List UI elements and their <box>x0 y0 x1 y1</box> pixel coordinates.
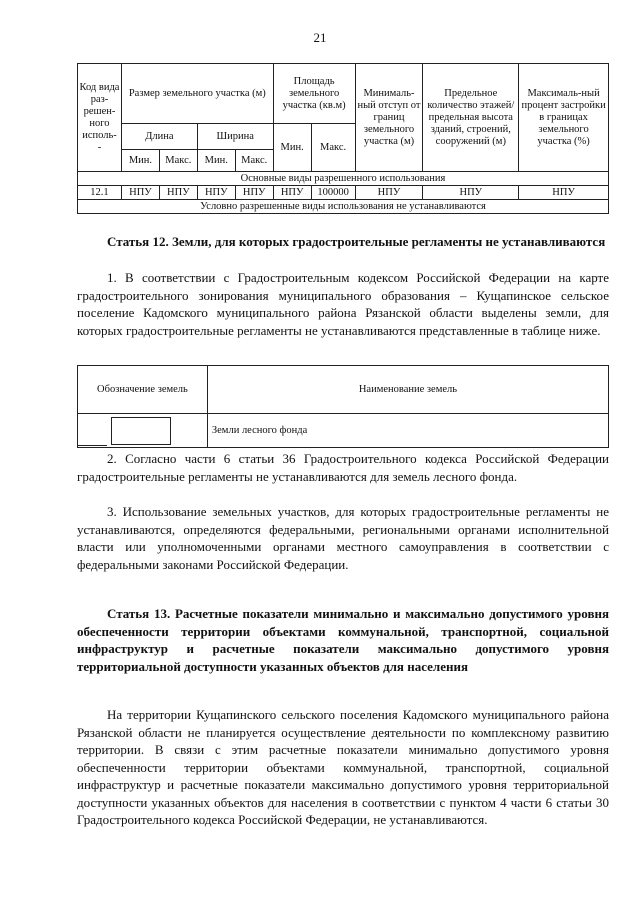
header-width-max: Макс. <box>235 150 273 172</box>
header-size: Размер земельного участка (м) <box>121 64 273 124</box>
header-max-percent: Максималь-ный процент застройки в границах земельного участка (%) <box>519 64 609 172</box>
article-13-heading: Статья 13. Расчетные показатели минимально и максимально допустимого уровня обеспеченности территории объектами коммунальной, транспортной, социальной инфраструктур и расчетные показатели максимально допустимого уровня территориальной доступности указанных объектов для населения <box>77 606 609 674</box>
header-length-max: Макс. <box>159 150 197 172</box>
cell: НПУ <box>235 186 273 200</box>
cell: 100000 <box>311 186 355 200</box>
cell: НПУ <box>423 186 519 200</box>
cell: НПУ <box>355 186 423 200</box>
regulations-table <box>77 63 609 214</box>
header-max-floors: Предельное количество этажей/ предельная высота зданий, строений, сооружений (м) <box>423 64 519 172</box>
lands-header-name: Наименование земель <box>207 366 608 414</box>
header-area-max: Макс. <box>311 124 355 172</box>
forest-land-legend-box <box>111 417 171 445</box>
cell: НПУ <box>519 186 609 200</box>
header-min-offset: Минималь-ный отступ от границ земельного участка (м) <box>355 64 423 172</box>
cell: НПУ <box>273 186 311 200</box>
lands-table <box>77 365 609 448</box>
article-12-paragraph-2: 2. Согласно части 6 статьи 36 Градостроительного кодекса Российской Федерации градостроительные регламенты не устанавливаются для земель лесного фонда. <box>77 451 609 484</box>
lands-header-symbol: Обозначение земель <box>78 366 208 414</box>
header-area: Площадь земельного участка (кв.м) <box>273 64 355 124</box>
section-conditional-uses: Условно разрешенные виды использования не устанавливаются <box>78 200 609 214</box>
article-12-paragraph-3: 3. Использование земельных участков, для которых градостроительные регламенты не устанавливаются, определяются федеральными, региональными органами исполнительной власти или уполномоченными органами местного самоуправления в соответствии с федеральными законами Российской Федерации. <box>77 504 609 572</box>
header-length-min: Мин. <box>121 150 159 172</box>
cell: 12.1 <box>78 186 122 200</box>
header-length: Длина <box>121 124 197 150</box>
cell: НПУ <box>121 186 159 200</box>
forest-land-name: Земли лесного фонда <box>207 414 608 448</box>
forest-land-symbol-cell <box>78 414 208 448</box>
table-row <box>78 414 609 448</box>
header-code: Код вида раз-решен-ного исполь- - <box>78 64 122 172</box>
page-number: 21 <box>313 30 327 45</box>
article-12-heading: Статья 12. Земли, для которых градостроительные регламенты не устанавливаются <box>107 234 606 249</box>
header-area-min: Мин. <box>273 124 311 172</box>
header-width-min: Мин. <box>197 150 235 172</box>
section-main-uses: Основные виды разрешенного использования <box>78 172 609 186</box>
cell: НПУ <box>197 186 235 200</box>
article-13-paragraph-1: На территории Кущапинского сельского поселения Кадомского муниципального района Рязанской области не планируется осуществление деятельности по комплексному развитию территории. В связи с этим расчетные показатели минимально допустимого уровня обеспеченности территории объектами коммунальной, транспортной, социальной инфраструктур и расчетные показатели максимально допустимого уровня территориальной доступности указанных объектов для населения в соответствии с пунктом 4 части 6 статьи 30 Градостроительного кодекса Российской Федерации, не устанавливаются. <box>77 707 609 827</box>
cell: НПУ <box>159 186 197 200</box>
article-12-paragraph-1: 1. В соответствии с Градостроительным кодексом Российской Федерации на карте градостроительного зонирования муниципального образования – Кущапинское сельское поселение Кадомского муниципального района Рязанской области выделены земли, для которых градостроительные регламенты не устанавливаются представленные в таблице ниже. <box>77 270 609 338</box>
header-width: Ширина <box>197 124 273 150</box>
table-row <box>78 186 609 200</box>
table-edge-line <box>77 445 107 446</box>
